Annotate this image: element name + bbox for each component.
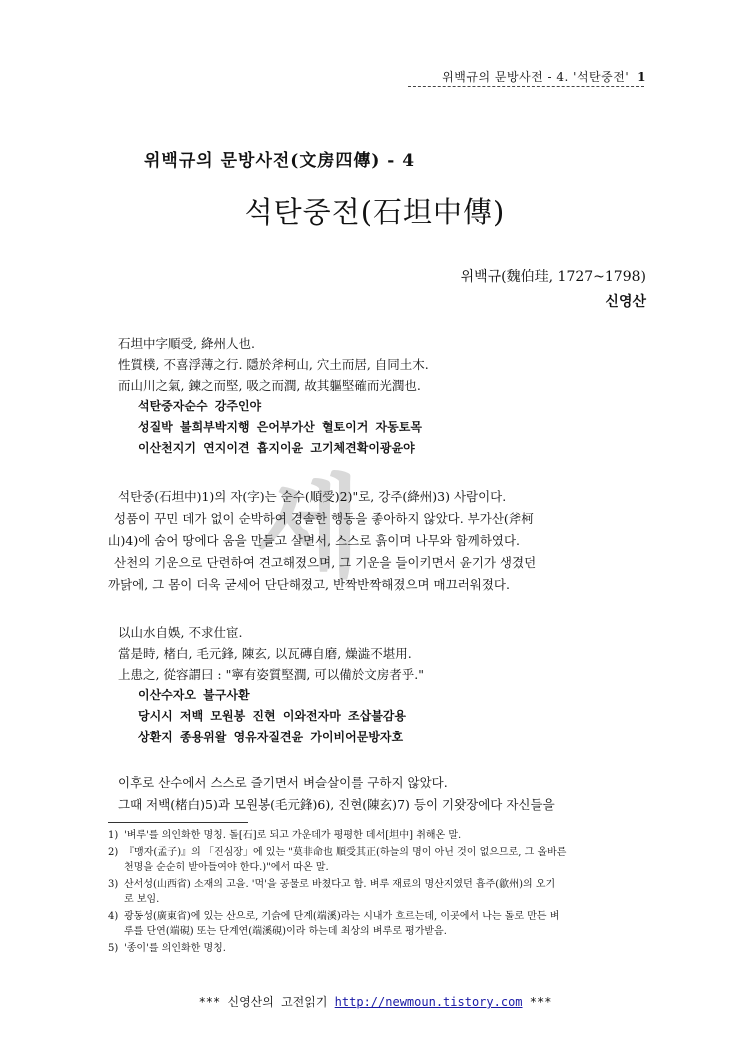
translation-line: 산천의 기운으로 단련하여 견고해졌으며, 그 기운을 들이키면서 윤기가 생겼던 [114, 555, 537, 570]
chinese-line: 以山水自娛, 不求仕宦. [118, 625, 243, 640]
footnote-number: 5) [108, 943, 119, 954]
section2-chinese [118, 622, 424, 748]
reading-line: 석탄중자순수 강주인야 [138, 399, 262, 413]
chinese-line: 而山川之氣, 鍊之而堅, 吸之而潤, 故其軀堅確而光潤也. [118, 378, 421, 393]
footnote-line: 천명을 순순히 받아들여야 한다.)"에서 따온 말. [124, 862, 329, 873]
footnote-line: 『맹자(孟子)』의 「진심장」에 있는 "莫非命也 順受其正(하늘의 명이 아닌 것이 없으므로, 그 올바른 [124, 847, 567, 858]
footnote-line: 광동성(廣東省)에 있는 산으로, 기슭에 단계(端溪)라는 시내가 흐르는데, 이곳에서 나는 돌로 만든 벼 [124, 911, 560, 922]
footnote-text [124, 877, 648, 907]
section2-translation [108, 772, 648, 816]
page-footer [0, 993, 750, 1010]
reading-line: 이산수자오 불구사환 [138, 688, 250, 702]
footnote-divider [108, 822, 248, 823]
footnote-line: '벼루'를 의인화한 명칭. 돌[石]로 되고 가운데가 평평한 데서[坦中] 취해온 말. [124, 830, 462, 841]
footnote-line: '종이'를 의인화한 명칭. [124, 943, 226, 954]
page-number: 1 [637, 70, 646, 84]
reading-line: 이산천지기 연지이견 흡지이윤 고기체견확이광윤야 [138, 441, 415, 455]
translation-line: 山)4)에 숨어 땅에다 움을 만들고 살면서, 스스로 흙이며 나무와 함께하였다. [108, 533, 521, 548]
blog-link[interactable]: http://newmoun.tistory.com [334, 995, 523, 1009]
footnote-number: 1) [108, 830, 119, 841]
footnote-line: 로 보임. [124, 894, 160, 905]
running-header [380, 68, 646, 85]
footnotes [108, 828, 648, 958]
footnote-item [108, 877, 648, 907]
header-divider [408, 86, 644, 87]
footnote-text [124, 828, 648, 843]
section1-chinese [118, 333, 429, 459]
footer-prefix: *** 신영산의 고전읽기 [198, 995, 335, 1009]
chinese-line: 當是時, 楮白, 毛元鋒, 陳玄, 以瓦磚自磨, 燥澁不堪用. [118, 646, 412, 661]
reading-line: 상환지 종용위왈 영유자질견윤 가이비어문방자호 [138, 730, 404, 744]
footnote-text [124, 845, 648, 875]
chinese-line: 石坦中字順受, 絳州人也. [118, 336, 255, 351]
section1-translation [108, 486, 648, 596]
reading-line: 성질박 불희부박지행 은어부가산 혈토이거 자동토목 [138, 420, 422, 434]
translator-name: 신영산 [605, 294, 646, 310]
footnote-number: 4) [108, 911, 119, 922]
footnote-item [108, 909, 648, 939]
author-line: 위백규(魏伯珪, 1727~1798) [460, 269, 646, 285]
translation-line: 성품이 꾸민 데가 없이 순박하여 경솔한 행동을 좋아하지 않았다. 부가산(斧柯 [114, 511, 534, 526]
translation-line: 그때 저백(楮白)5)과 모원봉(毛元鋒)6), 진현(陳玄)7) 등이 기왓장에다 자신들을 [118, 797, 555, 812]
translation-line: 이후로 산수에서 스스로 즐기면서 벼슬살이를 구하지 않았다. [118, 775, 448, 790]
page-title: 석탄중전(石坦中傳) [244, 195, 506, 229]
chinese-line: 性質樸, 不喜浮薄之行. 隱於斧柯山, 穴土而居, 自同土木. [118, 357, 429, 372]
footnote-item [108, 828, 648, 843]
reading-line: 당시시 저백 모원봉 진현 이와전자마 조삽불감용 [138, 709, 406, 723]
chinese-line: 上患之, 從容謂曰 : "寧有姿質堅潤, 可以備於文房者乎." [118, 667, 425, 682]
series-title: 위백규의 문방사전(文房四傳) - 4 [144, 151, 416, 171]
footnote-text [124, 909, 648, 939]
footnote-line: 산서성(山西省) 소재의 고을. '먹'을 공물로 바쳤다고 함. 벼루 재료의 명산지였던 흡주(歙州)의 오기 [124, 879, 556, 890]
footer-suffix: *** [522, 995, 552, 1009]
footnote-line: 루를 단연(端硯) 또는 단계연(端溪硯)이라 하는데 최상의 벼루로 평가받음. [124, 926, 447, 937]
footnote-item [108, 941, 648, 956]
footnote-item [108, 845, 648, 875]
footnote-number: 3) [108, 879, 119, 890]
running-header-text: 위백규의 문방사전 - 4. '석탄중전' [442, 70, 630, 84]
translation-line: 까닭에, 그 몸이 더욱 굳세어 단단해졌고, 반짝반짝해졌으며 매끄러워졌다. [108, 577, 510, 592]
watermark: 세 [255, 464, 368, 592]
footnote-text [124, 941, 648, 956]
translation-line: 석탄중(石坦中)1)의 자(字)는 순수(順受)2)"로, 강주(絳州)3) 사람이다. [118, 489, 507, 504]
footnote-number: 2) [108, 847, 119, 858]
